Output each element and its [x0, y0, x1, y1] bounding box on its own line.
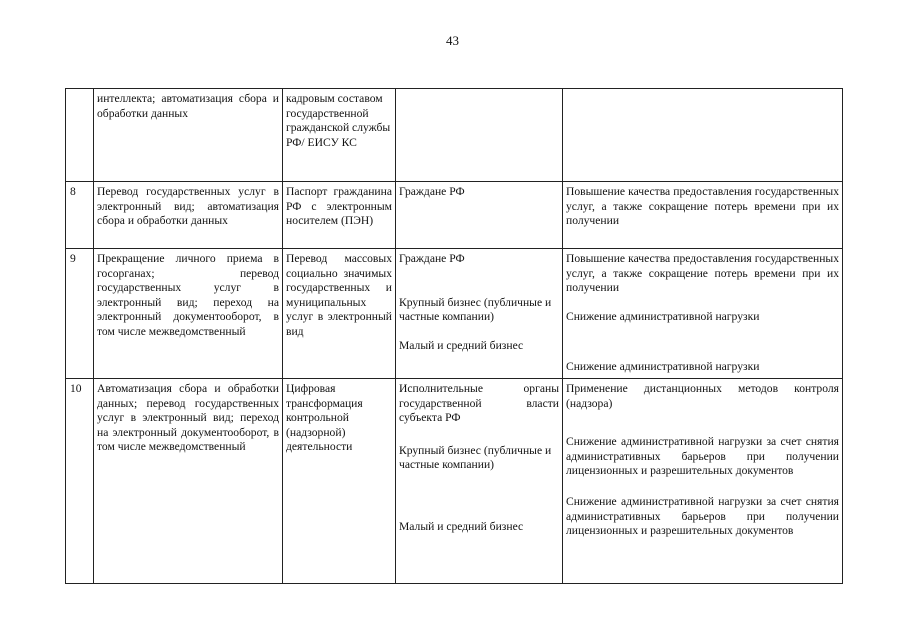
effect-cell: [563, 182, 843, 249]
task-cell: Перевод государственных услуг в электронный вид; автоматизация сбора и обработки данных: [94, 182, 283, 249]
target-group: Исполнительные органы государственной власти субъекта РФ: [399, 381, 559, 425]
table-row: [66, 378, 843, 583]
target-group-cell: [396, 249, 563, 379]
effect-cell: [563, 378, 843, 583]
table-row: [66, 89, 843, 182]
measures-table: [65, 88, 843, 584]
row-number-cell: 8: [66, 182, 94, 249]
tool-cell: кадровым составом государственной гражданской службы РФ/ ЕИСУ КС: [283, 89, 396, 182]
page-number: 43: [446, 33, 459, 48]
target-group-cell: [396, 89, 563, 182]
target-group: Крупный бизнес (публичные и частные компании): [399, 295, 552, 324]
row-number-cell: 9: [66, 249, 94, 379]
task-cell: Прекращение личного приема в госорганах; перевод государственных услуг в электронный вид; переход на электронный документооборот, в том числе межведомственный: [94, 249, 283, 379]
target-group-cell: [396, 378, 563, 583]
effect-text: Повышение качества предоставления государственных услуг, а также сокращение потерь времени при их получении: [566, 252, 839, 295]
table-row: [66, 249, 843, 379]
effect-text: Повышение качества предоставления государственных услуг, а также сокращение потерь времени при их получении: [566, 185, 839, 228]
tool-cell: Перевод массовых социально значимых государственных и муниципальных услуг в электронный вид: [283, 249, 396, 379]
row-number-cell: [66, 89, 94, 182]
task-cell: Автоматизация сбора и обработки данных; перевод государственных услуг в электронный вид; переход на электронный документооборот, в том числе межведомственный: [94, 378, 283, 583]
row-number-cell: 10: [66, 378, 94, 583]
effect-text: Снижение административной нагрузки: [566, 309, 760, 323]
effect-text: Применение дистанционных методов контроля (надзора): [566, 381, 839, 410]
tool-cell: Цифровая трансформация контрольной (надзорной) деятельности: [283, 378, 396, 583]
target-group: Малый и средний бизнес: [399, 338, 524, 352]
target-group: Граждане РФ: [399, 252, 465, 265]
effect-cell: [563, 249, 843, 379]
effect-text: Снижение административной нагрузки: [566, 360, 760, 374]
tool-cell: Паспорт гражданина РФ с электронным носителем (ПЭН): [283, 182, 396, 249]
target-group: Граждане РФ: [399, 185, 465, 198]
task-cell: интеллекта; автоматизация сбора и обработки данных: [94, 89, 283, 182]
effect-cell: [563, 89, 843, 182]
target-group-cell: [396, 182, 563, 249]
target-group: Крупный бизнес (публичные и частные компании): [399, 443, 552, 472]
target-group: Малый и средний бизнес: [399, 519, 524, 533]
table-row: [66, 182, 843, 249]
effect-text: Снижение административной нагрузки за счет снятия административных барьеров при получении лицензионных и разрешительных документов: [566, 494, 839, 538]
effect-text: Снижение административной нагрузки за счет снятия административных барьеров при получении лицензионных и разрешительных документов: [566, 435, 839, 478]
